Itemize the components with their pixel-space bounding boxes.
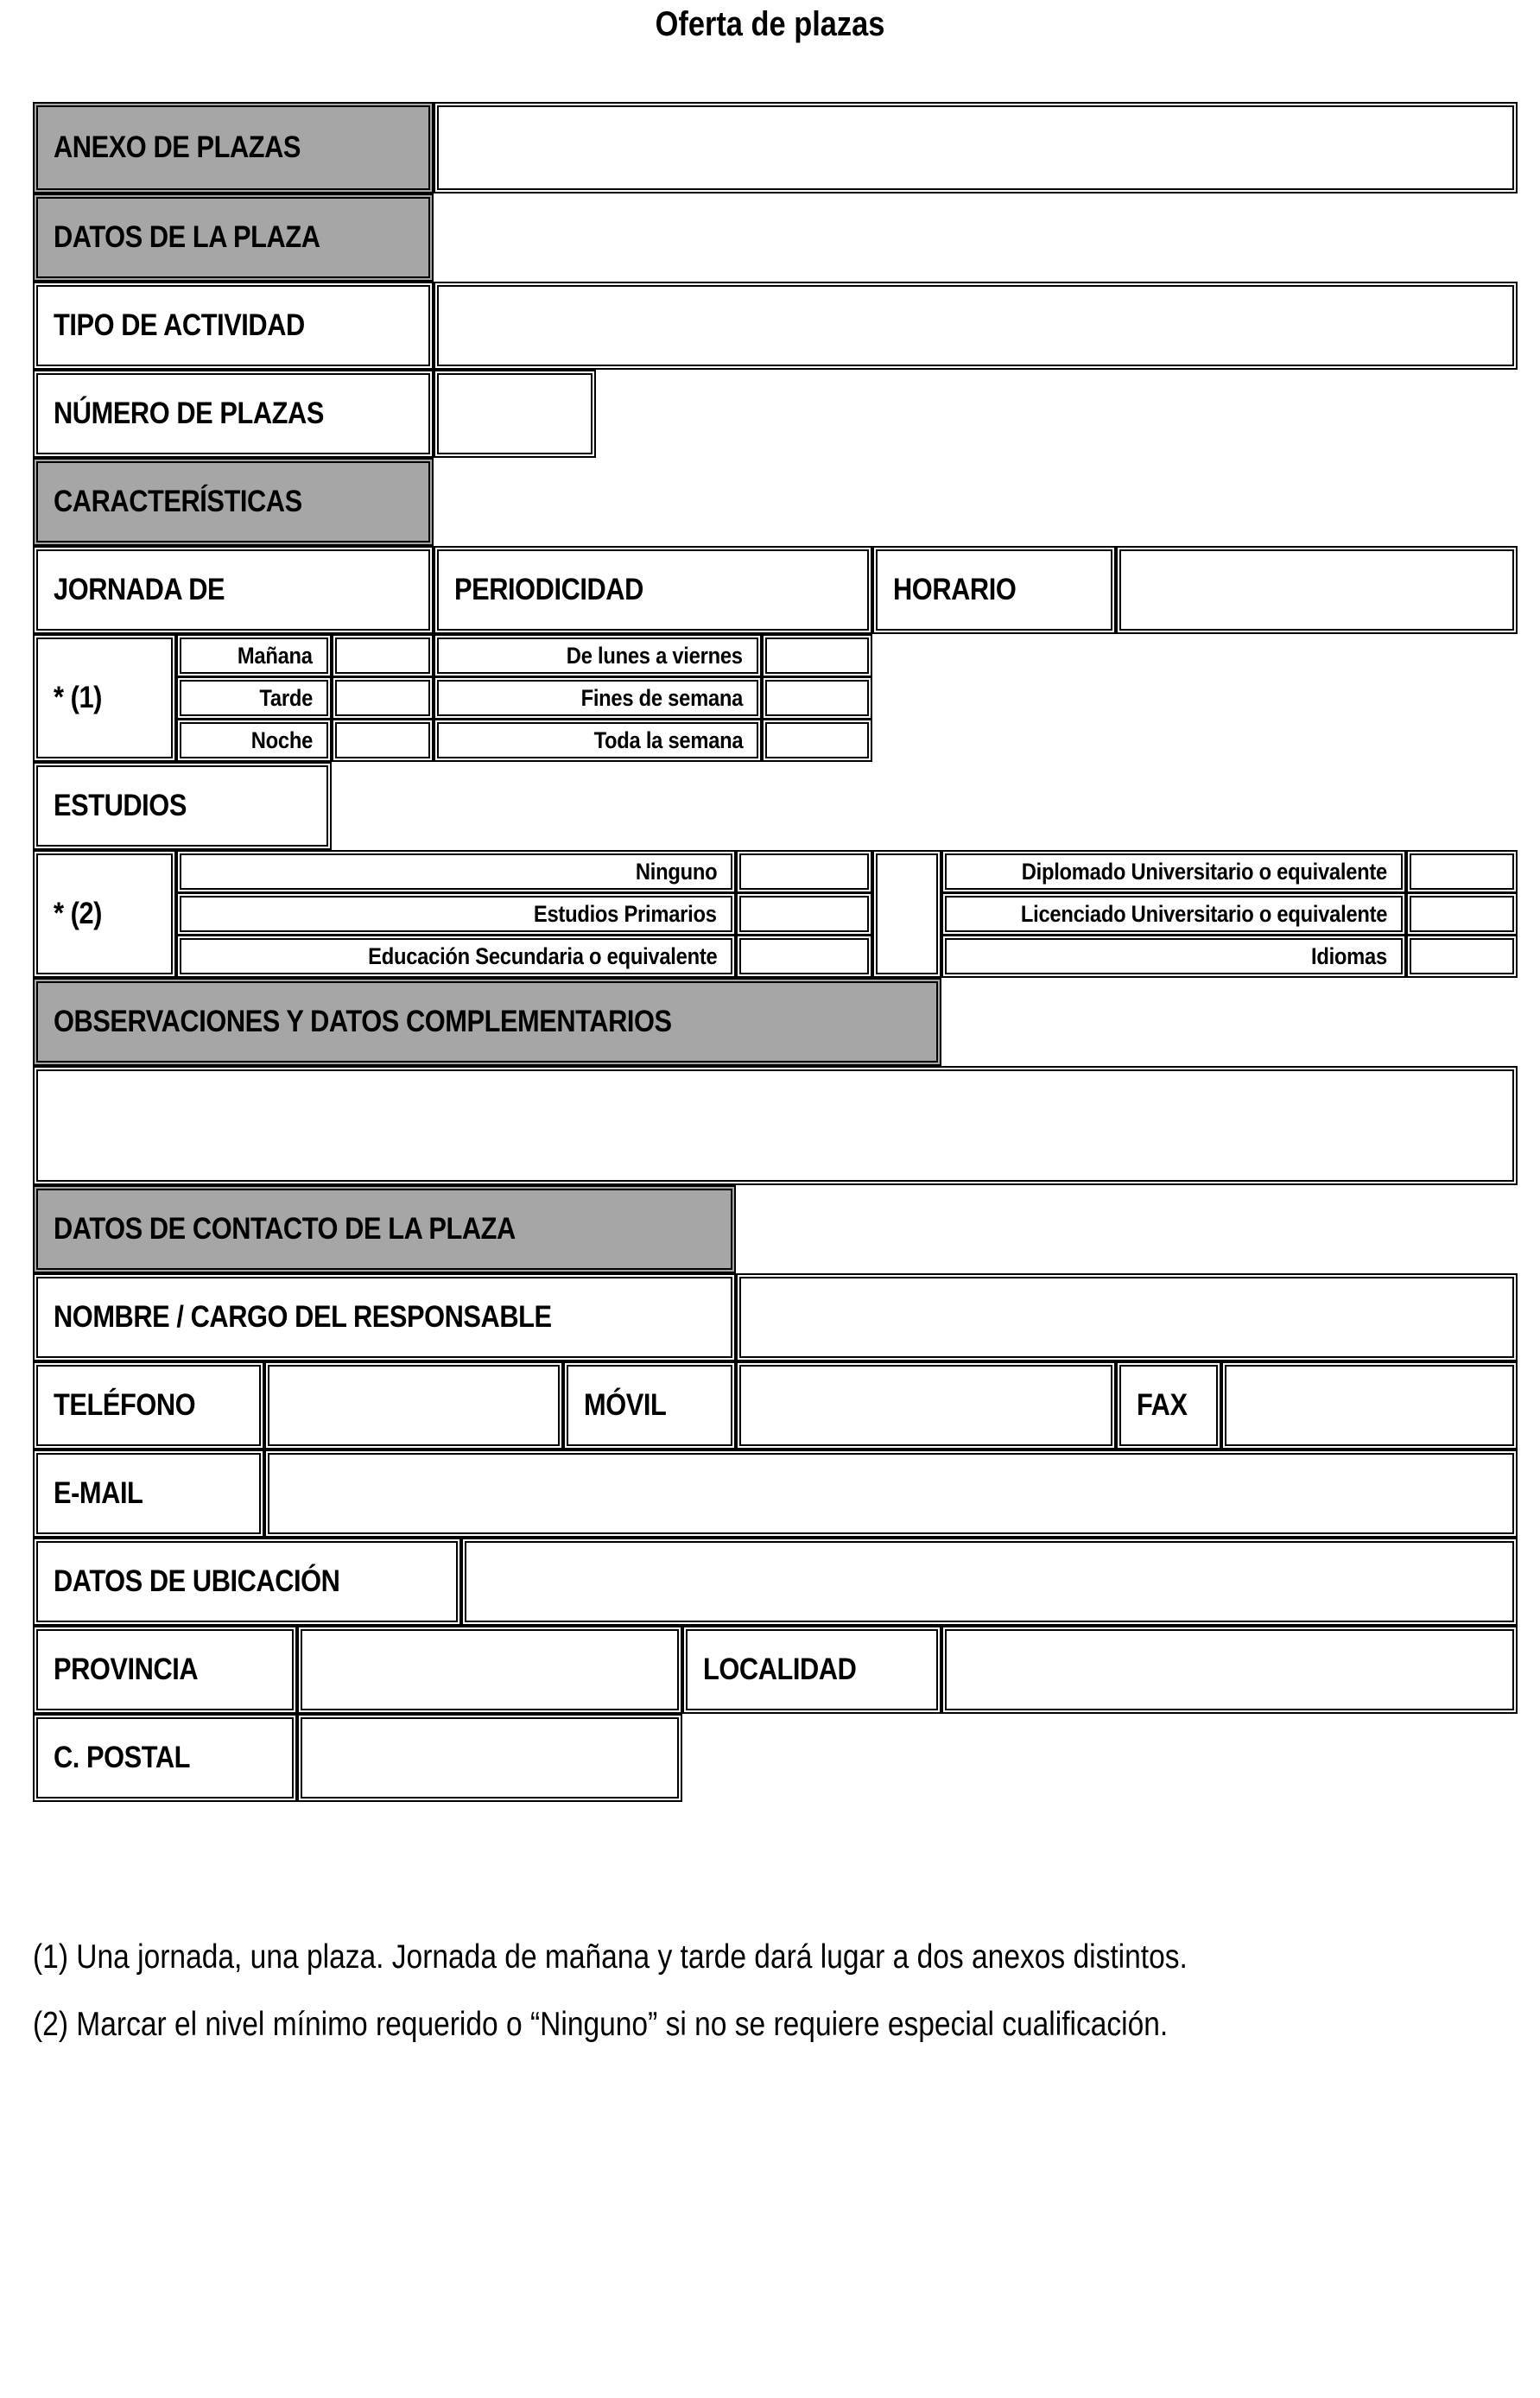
- checkbox-licenciado[interactable]: [1406, 892, 1518, 936]
- option-toda-semana: Toda la semana: [434, 719, 762, 762]
- fax-field[interactable]: [1221, 1361, 1518, 1450]
- label-telefono: TELÉFONO: [33, 1361, 264, 1450]
- label-responsable: NOMBRE / CARGO DEL RESPONSABLE: [33, 1273, 736, 1361]
- email-field[interactable]: [264, 1450, 1518, 1538]
- option-educacion-secundaria: Educación Secundaria o equivalente: [176, 935, 736, 978]
- checkbox-estudios-primarios[interactable]: [736, 892, 872, 936]
- movil-field[interactable]: [736, 1361, 1116, 1450]
- label-horario: HORARIO: [872, 546, 1116, 634]
- label-periodicidad: PERIODICIDAD: [434, 546, 872, 634]
- option-diplomado: Diplomado Universitario o equivalente: [941, 850, 1406, 893]
- checkbox-noche[interactable]: [332, 719, 434, 762]
- option-ninguno: Ninguno: [176, 850, 736, 893]
- numero-plazas-field[interactable]: [434, 370, 596, 458]
- observaciones-field[interactable]: [33, 1066, 1518, 1185]
- label-datos-plaza: DATOS DE LA PLAZA: [33, 193, 434, 282]
- label-provincia: PROVINCIA: [33, 1626, 297, 1714]
- label-ubicacion: DATOS DE UBICACIÓN: [33, 1538, 461, 1626]
- responsable-field[interactable]: [736, 1273, 1518, 1361]
- checkbox-idiomas[interactable]: [1406, 935, 1518, 978]
- checkbox-fines-semana[interactable]: [762, 676, 872, 720]
- checkbox-toda-semana[interactable]: [762, 719, 872, 762]
- label-anexo: ANEXO DE PLAZAS: [33, 102, 434, 193]
- cpostal-field[interactable]: [297, 1714, 682, 1802]
- label-caracteristicas: CARACTERÍSTICAS: [33, 458, 434, 546]
- ref-note-1: * (1): [33, 634, 176, 762]
- checkbox-manana[interactable]: [332, 634, 434, 677]
- option-idiomas: Idiomas: [941, 935, 1406, 978]
- footnote-2: (2) Marcar el nivel mínimo requerido o “Ninguno” si no se requiere especial cualificación.: [33, 2006, 1169, 2043]
- ubicacion-field[interactable]: [461, 1538, 1518, 1626]
- page-title: Oferta de plazas: [655, 5, 885, 43]
- option-estudios-primarios: Estudios Primarios: [176, 892, 736, 936]
- horario-field[interactable]: [1116, 546, 1518, 634]
- ref-note-2: * (2): [33, 850, 176, 978]
- label-numero-plazas: NÚMERO DE PLAZAS: [33, 370, 434, 458]
- tipo-actividad-field[interactable]: [434, 282, 1518, 370]
- localidad-field[interactable]: [941, 1626, 1518, 1714]
- checkbox-lunes-viernes[interactable]: [762, 634, 872, 677]
- option-licenciado: Licenciado Universitario o equivalente: [941, 892, 1406, 936]
- option-tarde: Tarde: [176, 676, 332, 720]
- label-movil: MÓVIL: [563, 1361, 736, 1450]
- checkbox-diplomado[interactable]: [1406, 850, 1518, 893]
- label-contacto: DATOS DE CONTACTO DE LA PLAZA: [33, 1185, 736, 1273]
- label-cpostal: C. POSTAL: [33, 1714, 297, 1802]
- option-fines-semana: Fines de semana: [434, 676, 762, 720]
- telefono-field[interactable]: [264, 1361, 563, 1450]
- provincia-field[interactable]: [297, 1626, 682, 1714]
- label-jornada: JORNADA DE: [33, 546, 434, 634]
- label-tipo-actividad: TIPO DE ACTIVIDAD: [33, 282, 434, 370]
- checkbox-ninguno[interactable]: [736, 850, 872, 893]
- option-manana: Mañana: [176, 634, 332, 677]
- label-estudios: ESTUDIOS: [33, 762, 332, 850]
- checkbox-tarde[interactable]: [332, 676, 434, 720]
- label-observaciones: OBSERVACIONES Y DATOS COMPLEMENTARIOS: [33, 978, 941, 1066]
- spacer-cell: [872, 850, 941, 978]
- label-email: E-MAIL: [33, 1450, 264, 1538]
- label-fax: FAX: [1116, 1361, 1221, 1450]
- checkbox-educacion-secundaria[interactable]: [736, 935, 872, 978]
- option-lunes-viernes: De lunes a viernes: [434, 634, 762, 677]
- label-localidad: LOCALIDAD: [682, 1626, 941, 1714]
- anexo-field[interactable]: [434, 102, 1518, 193]
- footnote-1: (1) Una jornada, una plaza. Jornada de mañana y tarde dará lugar a dos anexos distintos.: [33, 1938, 1188, 1976]
- option-noche: Noche: [176, 719, 332, 762]
